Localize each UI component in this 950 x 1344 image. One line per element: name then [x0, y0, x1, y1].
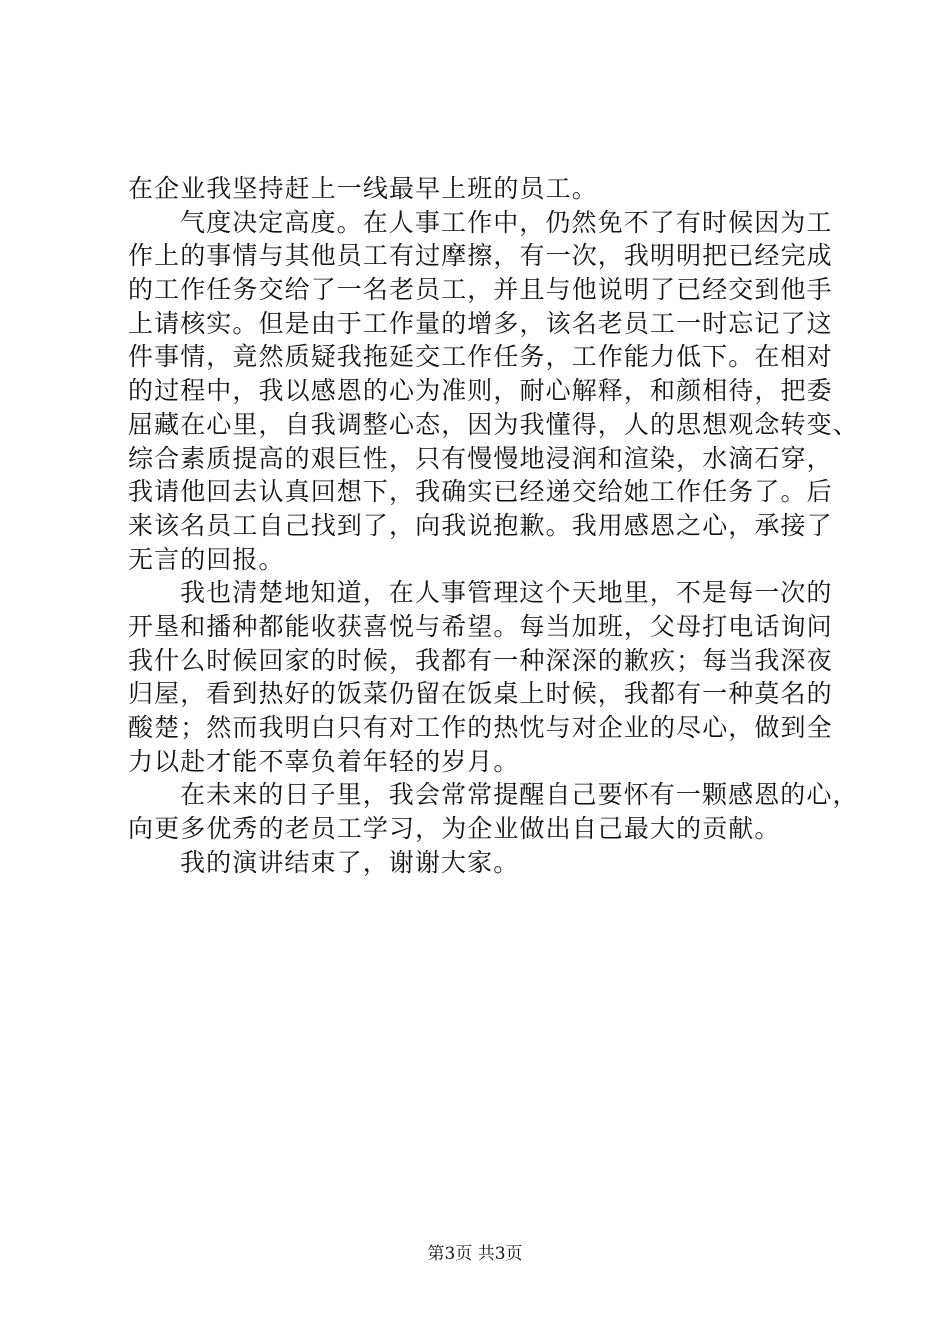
text-line: 气度决定高度。在人事工作中，仍然免不了有时候因为工 — [180, 207, 833, 237]
text-line: 向更多优秀的老员工学习，为企业做出自己最大的贡献。 — [128, 814, 781, 844]
text-line: 在未来的日子里，我会常常提醒自己要怀有一颗感恩的心， — [180, 780, 859, 810]
text-line: 综合素质提高的艰巨性，只有慢慢地浸润和渲染，水滴石穿， — [128, 443, 833, 473]
text-line: 在企业我坚持赶上一线最早上班的员工。 — [128, 174, 598, 203]
text-line: 无言的回报。 — [128, 544, 285, 574]
text-line: 件事情，竟然质疑我拖延交工作任务，工作能力低下。在相对 — [128, 342, 833, 372]
page-footer: 第3页 共3页 — [427, 1244, 523, 1264]
text-line: 我的演讲结束了，谢谢大家。 — [180, 847, 520, 877]
text-line: 作上的事情与其他员工有过摩擦，有一次，我明明把已经完成 — [128, 241, 833, 271]
text-line: 力以赴才能不辜负着年轻的岁月。 — [128, 746, 520, 776]
text-line: 上请核实。但是由于工作量的增多，该名老员工一时忘记了这 — [128, 308, 833, 338]
text-line: 我什么时候回家的时候，我都有一种深深的歉疚；每当我深夜 — [128, 645, 833, 675]
document-body — [128, 172, 859, 879]
text-line: 屈藏在心里，自我调整心态，因为我懂得，人的思想观念转变、 — [128, 409, 859, 439]
text-line: 酸楚；然而我明白只有对工作的热忱与对企业的尽心，做到全 — [128, 713, 833, 742]
text-line: 我也清楚地知道，在人事管理这个天地里，不是每一次的 — [180, 578, 833, 608]
text-line: 我请他回去认真回想下，我确实已经递交给她工作任务了。后 — [128, 477, 833, 507]
text-line: 来该名员工自己找到了，向我说抱歉。我用感恩之心，承接了 — [128, 510, 833, 540]
text-line: 开垦和播种都能收获喜悦与希望。每当加班，父母打电话询问 — [128, 611, 833, 641]
text-line: 的过程中，我以感恩的心为准则，耐心解释，和颜相待，把委 — [128, 376, 833, 406]
text-line: 归屋，看到热好的饭菜仍留在饭桌上时候，我都有一种莫名的 — [128, 679, 833, 709]
text-line: 的工作任务交给了一名老员工，并且与他说明了已经交到他手 — [128, 275, 833, 305]
